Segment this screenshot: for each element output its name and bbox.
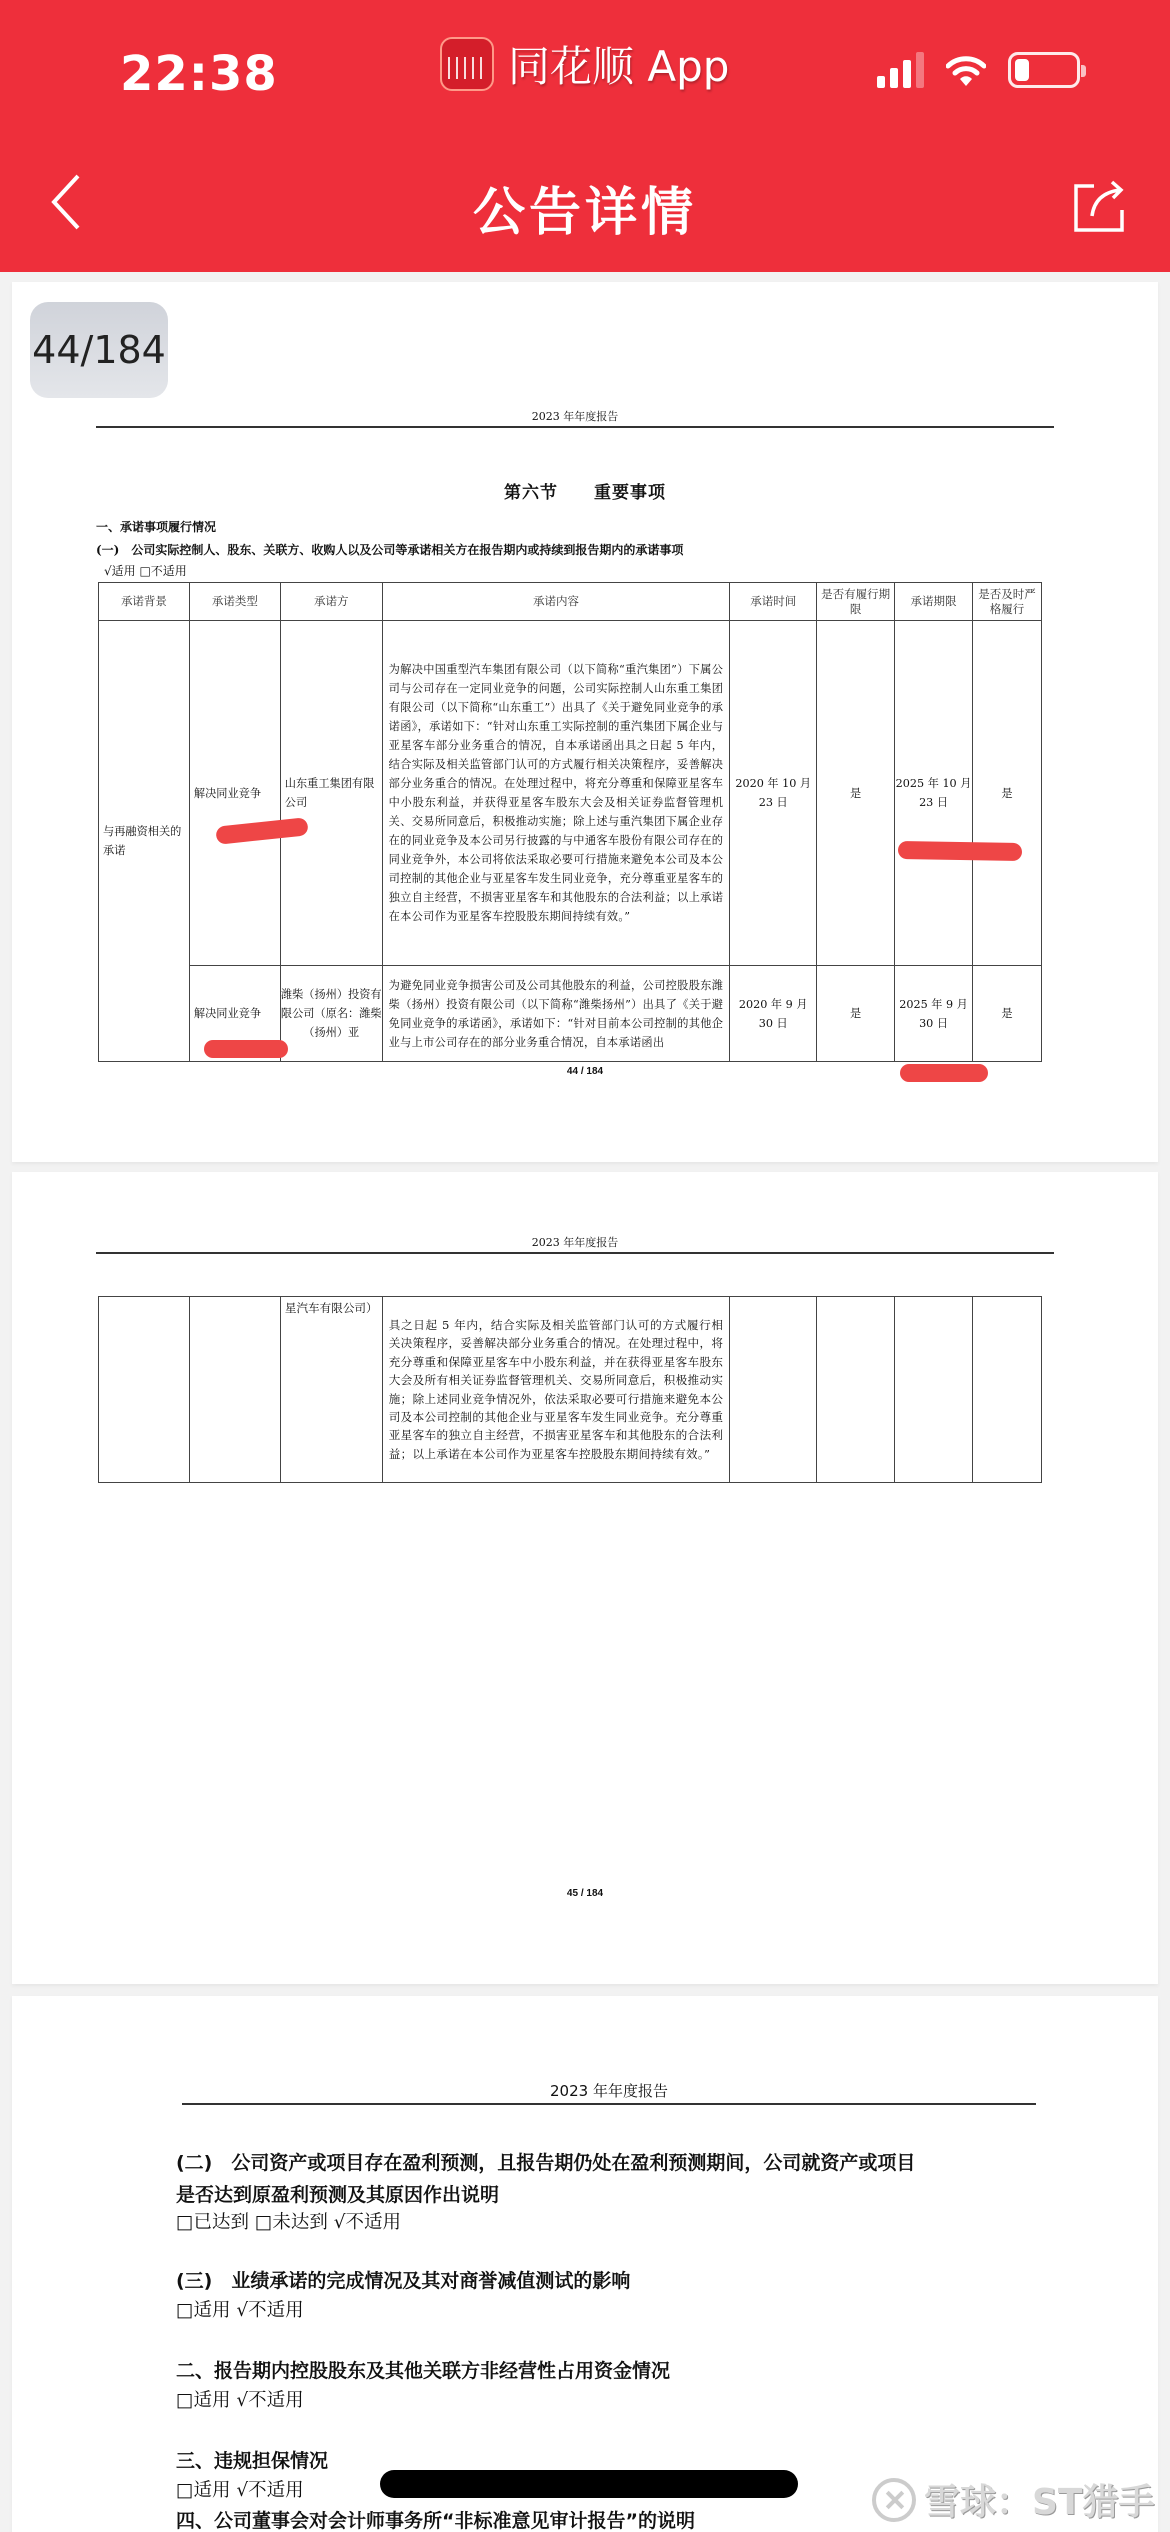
commitments-table [98, 582, 1042, 1062]
heading-commitments: 一、承诺事项履行情况 [96, 520, 217, 534]
col-header: 承诺类型 [189, 583, 280, 621]
col-header: 承诺内容 [382, 583, 730, 621]
cell-has-deadline: 是 [817, 621, 895, 966]
heading-profit-forecast-cont: 是否达到原盈利预测及其原因作出说明 [176, 2184, 500, 2206]
col-header: 是否有履行期限 [817, 583, 895, 621]
cell-party: 星汽车有限公司） [280, 1297, 382, 1483]
applicability-options: √适用 □不适用 [104, 564, 187, 578]
cell-fulfilled: 是 [973, 621, 1042, 966]
heading-performance-commitment: (三) 业绩承诺的完成情况及其对商誉减值测试的影响 [176, 2270, 631, 2292]
cell-type [189, 1297, 280, 1483]
table-row [99, 621, 1042, 966]
highlight-mark [898, 841, 1022, 861]
cell-content: 为解决中国重型汽车集团有限公司（以下简称“重汽集团”）下属公司与公司存在一定同业竞争的问题，公司实际控制人山东重工集团有限公司（以下简称“山东重工”）出具了《关于避免同业竞争的承诺函》，承诺如下：“针对山东重工实际控制的重汽集团下属企业与亚星客车部分业务重合的情况，自本承诺函出具之日起 5 年内，结合实际及相关监管部门认可的方式履行相关决策程序，妥善解决部分业务重合的情况。在处理过程中，将充分尊重和保障亚星客车中小股东利益，并获得亚星客车股东大会及相关证券监督管理机关、交易所同意后，积极推动实施；除上述与重汽集团下属企业存在的同业竞争及本公司另行披露的与中通客车股份有限公司存在的同业竞争外，本公司将依法采取必要可行措施来避免本公司及本公司控制的其他企业与亚星客车发生同业竞争，充分尊重亚星客车的独立自主经营，不损害亚星客车和其他股东的合法利益；以上承诺在本公司作为亚星客车控股股东期间持续有效。” [382, 621, 730, 966]
share-button[interactable] [1072, 178, 1128, 234]
cell-has-deadline: 是 [817, 966, 895, 1062]
col-header: 承诺时间 [730, 583, 817, 621]
watermark-text: 雪球：ST猎手 [924, 2482, 1155, 2523]
page-indicator-badge: 44/184 [30, 302, 168, 398]
heading-audit-report: 四、公司董事会对会计师事务所“非标准意见审计报告”的说明 [176, 2510, 695, 2532]
page-title: 公告详情 [472, 183, 697, 243]
running-header: 2023 年年度报告 [182, 2080, 1036, 2105]
options-illegal-guarantee: □适用 √不适用 [176, 2480, 304, 2501]
col-header: 承诺期限 [895, 583, 973, 621]
options-profit-forecast: □已达到 □未达到 √不适用 [176, 2212, 402, 2233]
running-header: 2023 年年度报告 [96, 408, 1054, 428]
cellular-signal-icon [877, 52, 924, 88]
status-app-name: 同花顺 App [508, 42, 730, 91]
cell-type: 解决同业竞争 [189, 621, 280, 966]
cell-has-deadline [817, 1297, 895, 1483]
app-header [0, 0, 1170, 272]
heading-illegal-guarantee: 三、违规担保情况 [176, 2450, 329, 2472]
cell-time: 2020 年 10 月 23 日 [730, 621, 817, 966]
highlight-mark [900, 1064, 988, 1082]
options-fund-occupation: □适用 √不适用 [176, 2390, 304, 2411]
cell-content: 为避免同业竞争损害公司及公司其他股东的利益，公司控股股东潍柴（扬州）投资有限公司（以下简称“潍柴扬州”）出具了《关于避免同业竞争的承诺函》，承诺如下：“针对目前本公司控制的其他企业与上市公司存在的部分业务重合情况，自本承诺函出 [382, 966, 730, 1062]
cell-type: 解决同业竞争 [189, 966, 280, 1062]
cell-background [99, 1297, 190, 1483]
col-header: 承诺方 [280, 583, 382, 621]
xueqiu-logo-icon [872, 2478, 916, 2522]
cell-content: 具之日起 5 年内，结合实际及相关监管部门认可的方式履行相关决策程序，妥善解决部分业务重合的情况。在处理过程中，将充分尊重和保障亚星客车中小股东利益，并在获得亚星客车股东大会及所有相关证券监督管理机关、交易所同意后，积极推动实施；除上述同业竞争情况外，依法采取必要可行措施来避免本公司及本公司控制的其他企业与亚星客车发生同业竞争。充分尊重亚星客车的独立自主经营，不损害亚星客车和其他股东的合法利益；以上承诺在本公司作为亚星客车控股股东期间持续有效。” [382, 1297, 730, 1483]
battery-icon [1008, 52, 1080, 88]
cell-party: 潍柴（扬州）投资有限公司（原名：潍柴（扬州）亚 [280, 966, 382, 1062]
watermark [872, 2474, 1155, 2525]
heading-fund-occupation: 二、报告期内控股股东及其他关联方非经营性占用资金情况 [176, 2360, 671, 2382]
col-header: 是否及时严格履行 [973, 583, 1042, 621]
status-icons [877, 52, 1080, 88]
document-page-45[interactable] [12, 1172, 1158, 1984]
cell-time [730, 1297, 817, 1483]
col-header: 承诺背景 [99, 583, 190, 621]
wifi-icon [946, 54, 986, 88]
cell-deadline: 2025 年 9 月 30 日 [895, 966, 973, 1062]
status-app-indicator[interactable] [440, 36, 729, 92]
running-header: 2023 年年度报告 [96, 1234, 1054, 1254]
redaction-bar [380, 2470, 798, 2498]
app-logo-icon [440, 37, 494, 91]
cell-deadline: 2025 年 10 月 23 日 [895, 621, 973, 966]
cell-background: 与再融资相关的承诺 [99, 621, 190, 1062]
page-number: 44 / 184 [566, 1066, 604, 1077]
table-row [99, 1297, 1042, 1483]
cell-fulfilled [973, 1297, 1042, 1483]
heading-commitment-items: (一) 公司实际控制人、股东、关联方、收购人以及公司等承诺相关方在报告期内或持续到报告期内的承诺事项 [96, 543, 684, 557]
options-performance-commitment: □适用 √不适用 [176, 2300, 304, 2321]
cell-fulfilled: 是 [973, 966, 1042, 1062]
table-header-row [99, 583, 1042, 621]
cell-deadline [895, 1297, 973, 1483]
cell-party: 山东重工集团有限公司 [280, 621, 382, 966]
page-number: 45 / 184 [566, 1888, 604, 1899]
status-time: 22:38 [120, 46, 278, 102]
cell-time: 2020 年 9 月 30 日 [730, 966, 817, 1062]
section-title: 第六节 重要事项 [504, 483, 666, 503]
commitments-table-continued [98, 1296, 1042, 1483]
heading-profit-forecast: (二) 公司资产或项目存在盈利预测，且报告期仍处在盈利预测期间，公司就资产或项目 [176, 2152, 916, 2174]
highlight-mark [204, 1040, 288, 1058]
